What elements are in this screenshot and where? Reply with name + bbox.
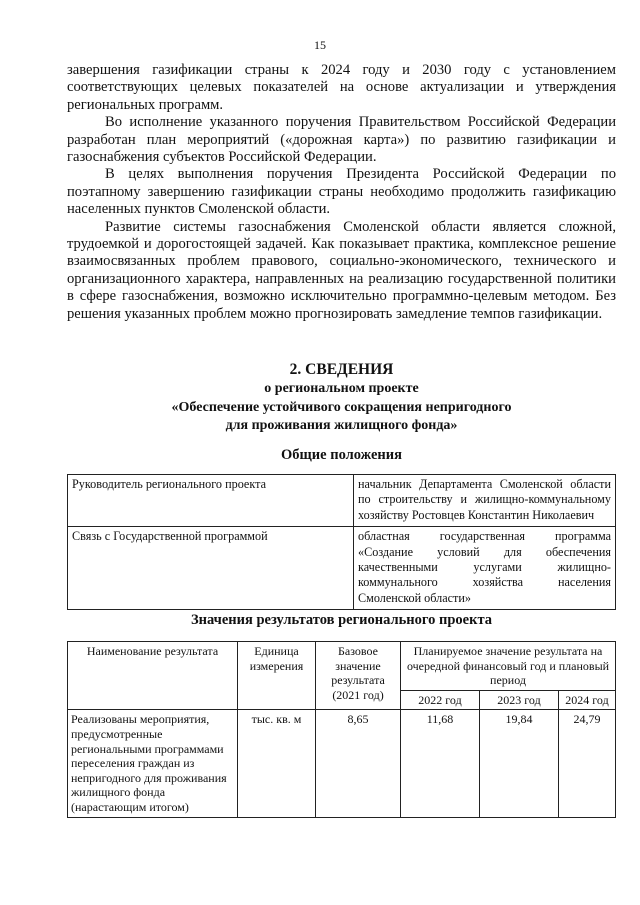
paragraph: Развитие системы газоснабжения Смоленской области является сложной, трудоемкой и дорогостоящей задачей. Как показывает практика, комплексное решение взаимосвязанных проблем правового, социально-экономического, технического и организационного характера, направленных на реализацию государственной политики в сфере газоснабжения, возможно исключительно программно-целевым методом. Без решения указанных проблем можно прогнозировать замедление темпов газификации. (67, 218, 616, 322)
section-title: 2. СВЕДЕНИЯ (289, 361, 394, 378)
table-cell-value: областная государственная программа «Создание условий для обеспечения качественными услугами жилищно-коммунального хозяйства населения Смоленской области» (354, 527, 616, 610)
table-row (68, 527, 616, 610)
paragraph: В целях выполнения поручения Президента Российской Федерации по поэтапному завершению газификации страны необходимо продолжить газификацию населенных пунктов Смоленской области. (67, 166, 616, 218)
result-unit: тыс. кв. м (238, 710, 316, 817)
paragraph: Во исполнение указанного поручения Правительством Российской Федерации разработан план мероприятий («дорожная карта») по развитию газификации и газоснабжения субъектов Российской Федерации. (67, 114, 616, 166)
result-value-2023: 19,84 (480, 710, 559, 817)
section-heading (67, 360, 616, 436)
body-text (67, 62, 616, 323)
header-year-2023: 2023 год (480, 690, 559, 710)
table-row (68, 475, 616, 527)
header-year-2024: 2024 год (559, 690, 616, 710)
general-provisions-table (67, 474, 616, 610)
result-value-2024: 24,79 (559, 710, 616, 817)
project-name-continued: для проживания жилищного фонда» (225, 418, 458, 433)
table-cell-value: начальник Департамента Смоленской области по строительству и жилищно-коммунальному хозяйству Ростовцев Константин Николаевич (354, 475, 616, 527)
paragraph: завершения газификации страны к 2024 году и 2030 году с установлением соответствующих целевых показателей на основе актуализации и утверждения региональных программ. (67, 62, 616, 113)
header-name: Наименование результата (68, 642, 238, 710)
result-value-2022: 11,68 (401, 710, 480, 817)
table-cell-label: Руководитель регионального проекта (68, 475, 354, 527)
header-planned: Планируемое значение результата на очередной финансовый год и плановый период (401, 642, 616, 691)
table-header-row (68, 642, 616, 691)
results-table (67, 641, 616, 818)
table-row (68, 710, 616, 817)
table-cell-label: Связь с Государственной программой (68, 527, 354, 610)
result-base-value: 8,65 (316, 710, 401, 817)
header-unit: Единица измерения (238, 642, 316, 710)
header-year-2022: 2022 год (401, 690, 480, 710)
general-provisions-heading: Общие положения (281, 447, 402, 463)
project-name: «Обеспечение устойчивого сокращения непригодного (171, 399, 512, 415)
page-number: 15 (314, 38, 326, 52)
results-heading: Значения результатов регионального проекта (190, 612, 493, 628)
result-name: Реализованы мероприятия, предусмотренные региональными программами переселения граждан из непригодного для проживания жилищного фонда (нарастающим итогом) (68, 710, 238, 817)
section-subtitle: о региональном проекте (264, 381, 419, 396)
header-base: Базовое значение результата (2021 год) (316, 642, 401, 710)
